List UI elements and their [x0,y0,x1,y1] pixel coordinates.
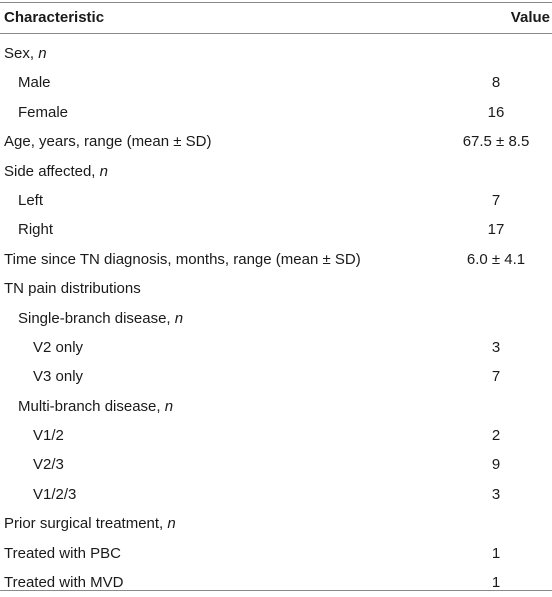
row-value: 1 [491,544,501,562]
row-label-text: Time since TN diagnosis, months, range (mean ± SD) [4,250,361,268]
row-value: 6.0 ± 4.1 [466,250,526,268]
row-label-text: V3 only [33,368,84,386]
row-label [18,392,173,421]
table-row [0,509,552,538]
row-label [4,509,176,538]
row-value: 3 [491,485,501,503]
row-value: 3 [491,338,501,356]
row-label [4,245,361,274]
row-label [33,480,76,509]
row-value: 1 [491,574,501,592]
header-value: Value [510,9,550,26]
row-label-text: Treated with PBC [4,544,121,562]
row-value: 8 [491,74,501,92]
table-row [0,421,552,450]
table-row [0,68,552,97]
row-label-text: Age, years, range (mean ± SD) [4,133,212,151]
table-row [0,333,552,362]
row-label-italic: n [167,515,176,533]
row-label-text: TN pain distributions [4,280,141,298]
table-row [0,392,552,421]
row-label [18,186,43,215]
row-label-text: V2/3 [33,456,64,474]
table-row [0,186,552,215]
row-label-text: V1/2/3 [33,485,77,503]
table-row [0,215,552,244]
row-label-text: Right [18,221,54,239]
row-label-text: Male [18,74,51,92]
table-row [0,127,552,156]
row-label-text: V2 only [33,338,84,356]
row-label-text: Sex, [4,45,39,62]
row-label [33,362,83,391]
table-row [0,450,552,479]
table-row [0,245,552,274]
table-row [0,39,552,68]
row-value: 16 [487,103,505,121]
row-label [18,98,68,127]
table-row [0,98,552,127]
table-row [0,157,552,186]
row-label-text: Female [18,103,69,121]
row-label-text: Prior surgical treatment, [4,515,168,533]
row-label-text: Side affected, [4,162,100,180]
row-value: 9 [491,456,501,474]
row-label-text: Treated with MVD [4,574,124,592]
row-label-text: V1/2 [33,427,64,445]
row-label-italic: n [99,162,108,180]
table-body [0,39,552,597]
table-row [0,539,552,568]
row-label [18,215,53,244]
row-value: 7 [491,368,501,386]
table-header-row [0,3,552,33]
row-label [33,421,64,450]
row-label-italic: n [164,397,174,415]
row-label [18,68,51,97]
row-value: 67.5 ± 8.5 [462,133,530,151]
row-label [4,39,47,68]
row-label [4,127,212,156]
table-bottom-rule [0,590,552,591]
table-row [0,274,552,303]
row-label [4,274,141,303]
row-label-italic: n [38,45,47,62]
row-label-text: Multi-branch disease, [18,397,165,415]
row-label-text: Left [18,191,44,209]
table-row [0,480,552,509]
table-row [0,304,552,333]
row-label [33,450,64,479]
row-label-text: Single-branch disease, [18,309,175,327]
header-characteristic: Characteristic [4,9,105,26]
table-header-rule [0,33,552,34]
row-label [4,539,121,568]
row-label [33,333,83,362]
row-value: 2 [491,427,501,445]
row-label [4,157,108,186]
row-value: 7 [491,191,501,209]
table-row [0,362,552,391]
row-label-italic: n [174,309,184,327]
row-value: 17 [487,221,505,239]
row-label [18,304,183,333]
